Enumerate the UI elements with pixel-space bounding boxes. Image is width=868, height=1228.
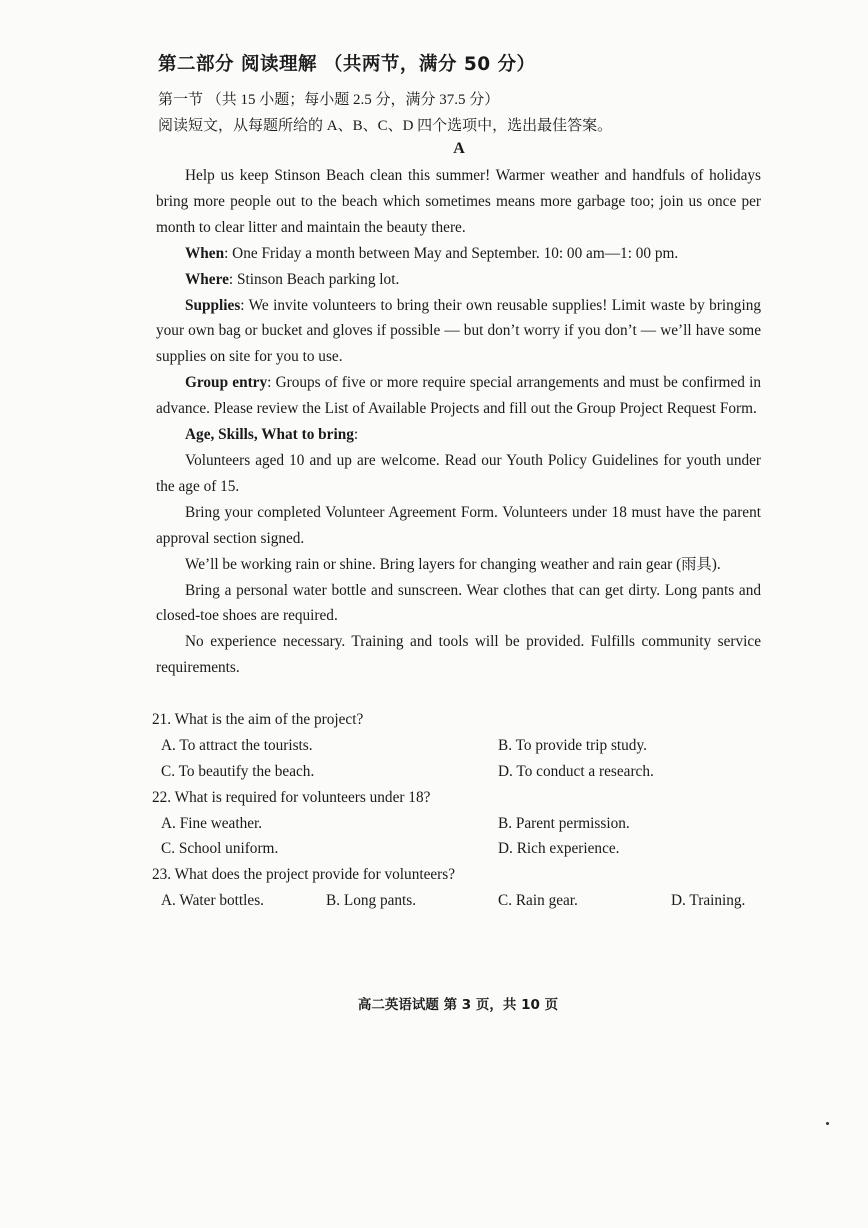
option-22-a: A. Fine weather. [161, 814, 263, 832]
form-paragraph: Bring your completed Volunteer Agreement Form. Volunteers under 18 must have the parent approval section signed. [156, 503, 761, 547]
option-21-d: D. To conduct a research. [498, 762, 654, 780]
where-paragraph [156, 267, 761, 293]
instruction-text: 阅读短文，从每题所给的 A、B、C、D 四个选项中，选出最佳答案。 [158, 118, 613, 134]
when-text: : One Friday a month between May and September. 10: 00 am—1: 00 pm. [224, 244, 679, 262]
option-23-d: D. Training. [671, 892, 746, 910]
question-22-stem: 22. What is required for volunteers under 18? [152, 788, 431, 806]
question-23-options-row [152, 888, 762, 914]
where-text: : Stinson Beach parking lot. [228, 270, 400, 288]
question-21-options-row-2 [152, 759, 762, 785]
option-23-a: A. Water bottles. [161, 892, 264, 910]
question-22-options-row-2 [152, 836, 762, 862]
passage-label: A [453, 140, 465, 157]
option-23-c: C. Rain gear. [498, 892, 578, 910]
age-heading-colon: : [353, 426, 359, 444]
option-22-b: B. Parent permission. [498, 814, 630, 832]
rain-paragraph: We’ll be working rain or shine. Bring layers for changing weather and rain gear (雨具). [185, 555, 721, 573]
group-label: Group entry [185, 374, 268, 392]
passage-intro: Help us keep Stinson Beach clean this summer! Warmer weather and handfuls of holidays bring more people out to the beach which sometimes means more garbage too; join us once per month to clear litter and maintain the beauty there. [156, 167, 761, 236]
group-paragraph [156, 370, 761, 422]
group-text: : Groups of five or more require special arrangements and must be confirmed in advance. Please review the List of Available Projects and fill out the Group Project Request Form. [156, 374, 761, 418]
when-paragraph [156, 241, 761, 267]
supplies-text: : We invite volunteers to bring their own reusable supplies! Limit waste by bringing your own bag or bucket and gloves if possible — but don’t worry if you don’t — we’ll have some supplies on site for you to use. [156, 296, 761, 366]
experience-paragraph: No experience necessary. Training and tools will be provided. Fulfills community service requirements. [156, 633, 761, 677]
bottle-paragraph: Bring a personal water bottle and sunscreen. Wear clothes that can get dirty. Long pants and closed-toe shoes are required. [156, 581, 761, 625]
where-label: Where [185, 270, 229, 288]
question-21-stem: 21. What is the aim of the project? [152, 711, 364, 728]
option-21-c: C. To beautify the beach. [161, 762, 315, 780]
passage-body [156, 163, 761, 681]
page-footer: 高二英语试题 第 3 页，共 10 页 [357, 997, 559, 1013]
age-heading: Age, Skills, What to bring [185, 426, 354, 444]
question-22-options-row-1 [152, 811, 762, 837]
age-heading-paragraph [156, 422, 761, 448]
section-title: 第二部分 阅读理解 （共两节，满分 50 分） [158, 54, 536, 75]
subsection-heading: 第一节 （共 15 小题；每小题 2.5 分，满分 37.5 分） [158, 92, 500, 108]
question-23-stem: 23. What does the project provide for volunteers? [152, 866, 456, 884]
question-list [152, 707, 762, 914]
question-21-options-row-1 [152, 733, 762, 759]
option-22-d: D. Rich experience. [498, 840, 620, 858]
scan-speck [826, 1122, 829, 1125]
option-21-b: B. To provide trip study. [498, 736, 647, 754]
age-paragraph: Volunteers aged 10 and up are welcome. Read our Youth Policy Guidelines for youth under the age of 15. [156, 451, 761, 495]
when-label: When [185, 244, 225, 262]
option-22-c: C. School uniform. [161, 840, 279, 858]
supplies-paragraph [156, 293, 761, 371]
option-21-a: A. To attract the tourists. [161, 736, 313, 754]
option-23-b: B. Long pants. [326, 892, 417, 910]
supplies-label: Supplies [185, 296, 241, 314]
